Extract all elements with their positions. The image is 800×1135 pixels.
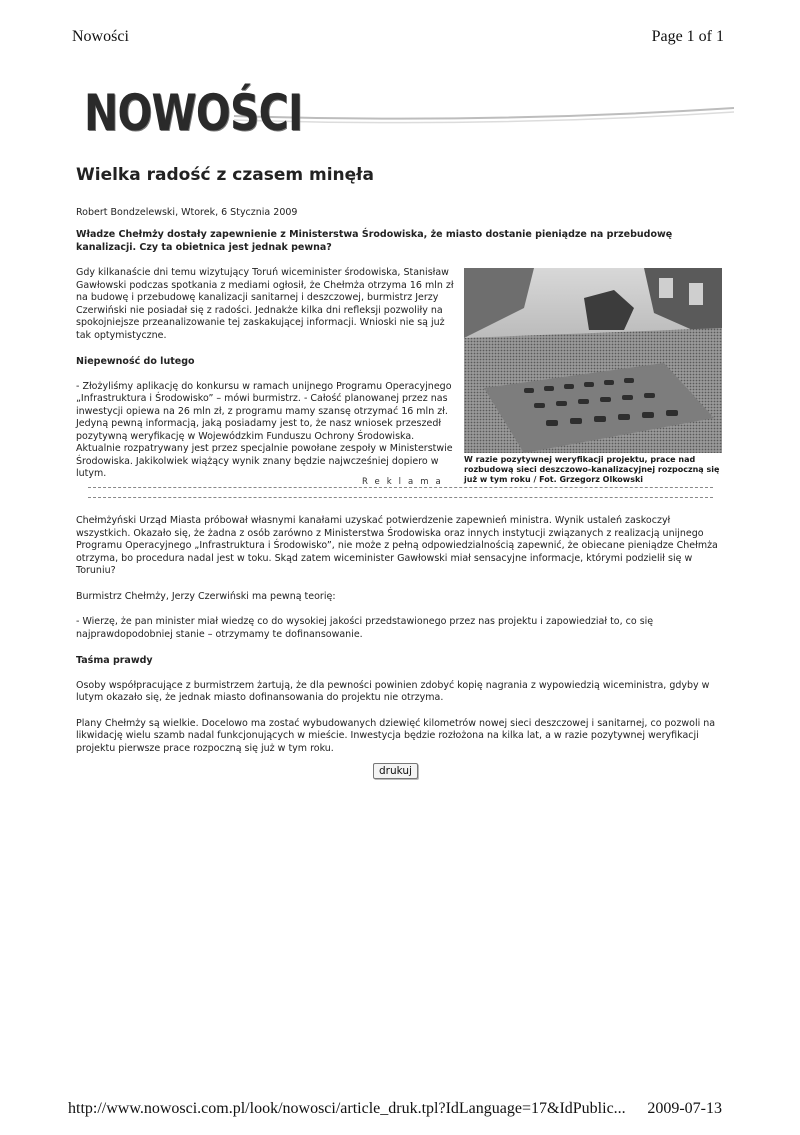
article-lead: Władze Chełmży dostały zapewnienie z Ministerstwa Środowiska, że miasto dostanie pieniądze na przebudowę kanalizacji. Czy ta obietnica jest jednak pewna? [76,229,673,253]
print-footer-date: 2009-07-13 [647,1100,722,1117]
article-paragraph: - Wierzę, że pan minister miał wiedzę co do wysokiej jakości przedstawionego przez nas projektu i zapowiedział to, co się najprawdopodobniej stanie – otrzymamy te dofinansowanie. [76,616,654,640]
article-paragraph: Burmistrz Chełmży, Jerzy Czerwiński ma pewną teorię: [76,590,336,602]
article-intro-column [76,267,458,493]
article-subheading: Niepewność do lutego [76,356,195,367]
article-paragraph: Gdy kilkanaście dni temu wizytujący Toruń wiceminister środowiska, Stanisław Gawłowski podczas spotkania z mediami ogłosił, że Chełmża otrzyma 16 mln zł na budowę i przebudowę kanalizacji sanitarnej i deszczowej, burmistrz Jerzy Czerwiński nie posiadał się z radości. Jednakże kilka dni refleksji pozwoliły na spokojniejsze przeanalizowanie tej zaskakującej informacji. Wnioski nie są już tak optymistyczne. [76,267,454,341]
print-footer-url: http://www.nowosci.com.pl/look/nowosci/article_druk.tpl?IdLanguage=17&IdPublic... [68,1100,626,1117]
ad-divider [88,497,713,498]
site-logo [84,84,724,154]
article-paragraph: Plany Chełmży są wielkie. Docelowo ma zostać wybudowanych dziewięć kilometrów nowej sieci deszczowej i sanitarnej, co pozwoli na likwidację wielu szamb nadal funkcjonujących w mieście. Inwestycja będzie rozłożona na kilka lat, a w razie pozytywnej weryfikacji projektu pierwsze prace rozpoczną się już w tym roku. [76,717,716,754]
article-headline: Wielka radość z czasem minęła [76,165,374,185]
article-byline: Robert Bondzelewski, Wtorek, 6 Stycznia 2009 [76,207,298,218]
print-button[interactable]: drukuj [373,763,418,779]
article-paragraph: Osoby współpracujące z burmistrzem żartują, że dla pewności powinien zdobyć kopię nagrania z wypowiedzią wiceministra, gdyby w lutym okazało się, że jednak miasto dofinansowania do projektu nie otrzyma. [76,679,710,703]
ad-divider [88,487,713,488]
ad-label: Reklama [362,477,448,487]
article-paragraph: - Złożyliśmy aplikację do konkursu w ramach unijnego Programu Operacyjnego „Infrastruktura i Środowisko” – mówi burmistrz. - Całość planowanej przez nas inwestycji opiewa na 26 mln zł, z programu mamy szansę otrzymać 16 mln zł. Jedyną pewną informacją, jaką posiadamy jest to, że nasz wniosek przeszedł pozytywną weryfikację w Wojewódzkim Funduszu Ochrony Środowiska. Aktualnie rozpatrywany jest przez specjalnie powołane zespoły w Ministerstwie Środowiska. Jakikolwiek wiążący wynik znany będzie najwcześniej dopiero w lutym. [76,380,453,479]
logo-text: NOWOŚCI [84,84,303,142]
article-paragraph: Chełmżyński Urząd Miasta próbował własnymi kanałami uzyskać potwierdzenie zapewnień ministra. Wynik ustaleń zaskoczył wszystkich. Okazało się, że żadna z osób zarówno z Ministerstwa Środowiska oraz innych instytucji związanych z realizacją unijnego Programu Operacyjnego „Infrastruktura i Środowisko”, nie może z pełną odpowiedzialnością zapewnić, że obiecane pieniądze Chełmża otrzyma, bo procedura nadal jest w toku. Skąd zatem wiceminister Gawłowski miał sensacyjne informacje, którymi podzielił się w Toruniu? [76,515,718,576]
article-body [76,515,726,768]
print-header-page: Page 1 of 1 [651,28,724,45]
article-subheading: Taśma prawdy [76,655,153,666]
logo-swoosh-graphic [234,94,734,134]
print-header-title: Nowości [72,28,129,45]
article-photo-image [464,268,722,453]
article-photo [464,268,722,453]
photo-caption: W razie pozytywnej weryfikacji projektu, prace nad rozbudową sieci deszczowo-kanalizacyjnej rozpoczną się już w tym roku / Fot. Grzegorz Olkowski [464,455,720,484]
